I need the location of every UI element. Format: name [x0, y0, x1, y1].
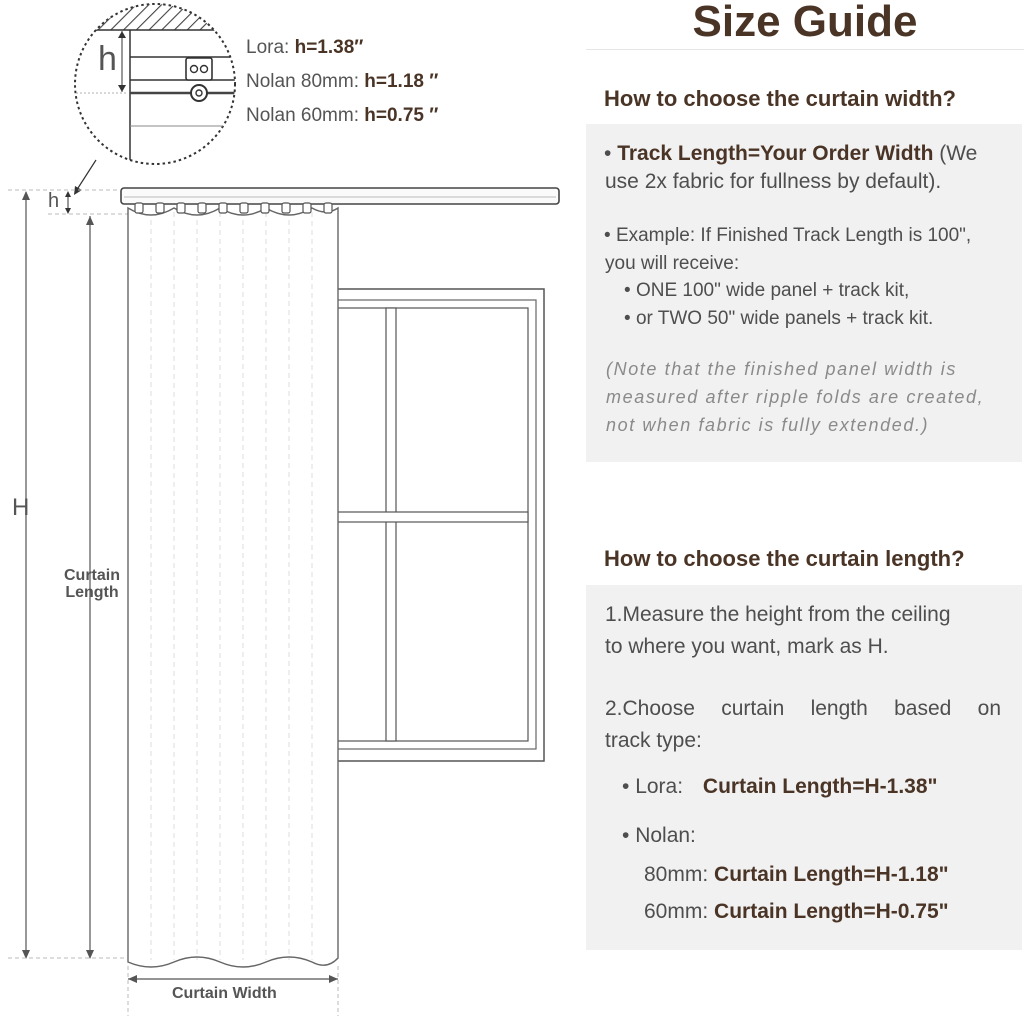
track-note-lora	[246, 37, 363, 59]
track-note-nolan-60	[246, 105, 438, 127]
track-rail	[121, 188, 559, 204]
nolan-60-label: 60mm:	[644, 900, 709, 923]
step2-line-b: track type:	[605, 729, 702, 752]
track-note-name: Nolan 60mm:	[246, 105, 359, 126]
nolan-60-formula: Curtain Length=H-0.75"	[714, 900, 949, 923]
track-detail-magnifier	[70, 4, 250, 164]
lora-label: Lora:	[635, 775, 684, 798]
width-bullet-example	[604, 225, 971, 247]
track-note-name: Nolan 80mm:	[246, 71, 359, 92]
nolan-80-formula-row	[644, 863, 949, 887]
track-note-value: h=0.75 ″	[364, 105, 439, 126]
option-text: ONE 100" wide panel + track kit,	[635, 280, 910, 301]
nolan-label: Nolan:	[635, 824, 696, 847]
step1-line-b: to where you want, mark as H.	[605, 635, 889, 658]
note-line-3: not when fabric is fully extended.)	[606, 415, 930, 435]
nolan-row	[622, 824, 696, 848]
note-line-1: (Note that the finished panel width is	[606, 359, 957, 379]
bullet-dot: •	[624, 280, 636, 301]
lora-formula: Curtain Length=H-1.38"	[702, 775, 938, 798]
title-divider	[586, 49, 1024, 50]
width-section-heading: How to choose the curtain width?	[604, 86, 956, 111]
rail-h-label: h	[48, 190, 60, 212]
nolan-80-formula: Curtain Length=H-1.18"	[714, 863, 949, 886]
track-note-value: h=1.18 ″	[364, 71, 439, 92]
height-H-label: H	[12, 494, 30, 521]
detail-h-label: h	[98, 40, 117, 78]
option-text: or TWO 50" wide panels + track kit.	[635, 308, 934, 329]
width-info-box	[586, 124, 1022, 462]
curtain-length-label-line2: Length	[65, 584, 119, 601]
fullness-note-a: (We	[933, 142, 978, 165]
curtain-panel	[128, 203, 338, 967]
step2-line-a: 2.Choose curtain length based on	[605, 697, 1001, 720]
length-info-box	[586, 585, 1022, 950]
note-line-2: measured after ripple folds are created,	[606, 387, 985, 407]
fullness-note-b: use 2x fabric for fullness by default).	[605, 170, 942, 193]
track-note-name: Lora:	[246, 37, 290, 58]
example-option-one-panel	[624, 280, 909, 302]
example-line-b: you will receive:	[605, 253, 740, 274]
curtain-width-label: Curtain Width	[172, 985, 277, 1002]
bullet-dot: •	[604, 142, 618, 165]
curtain-length-label-line1: Curtain	[64, 567, 120, 584]
example-option-two-panels	[624, 308, 933, 330]
step1-line-a: 1.Measure the height from the ceiling	[605, 603, 951, 626]
track-note-value: h=1.38″	[294, 37, 364, 58]
curtain-length-label	[56, 567, 128, 601]
length-section-heading: How to choose the curtain length?	[604, 546, 965, 571]
width-bullet-track-length	[604, 142, 977, 166]
track-length-rule: Track Length=Your Order Width	[617, 142, 934, 165]
page-title: Size Guide	[692, 0, 918, 46]
bullet-dot: •	[622, 824, 636, 847]
bullet-dot: •	[622, 775, 636, 798]
track-note-nolan-80	[246, 71, 438, 93]
nolan-60-formula-row	[644, 900, 949, 924]
nolan-80-label: 80mm:	[644, 863, 709, 886]
lora-formula-row	[622, 775, 937, 799]
example-line-a: Example: If Finished Track Length is 100",	[615, 225, 972, 246]
bullet-dot: •	[624, 308, 636, 329]
bullet-dot: •	[604, 225, 616, 246]
